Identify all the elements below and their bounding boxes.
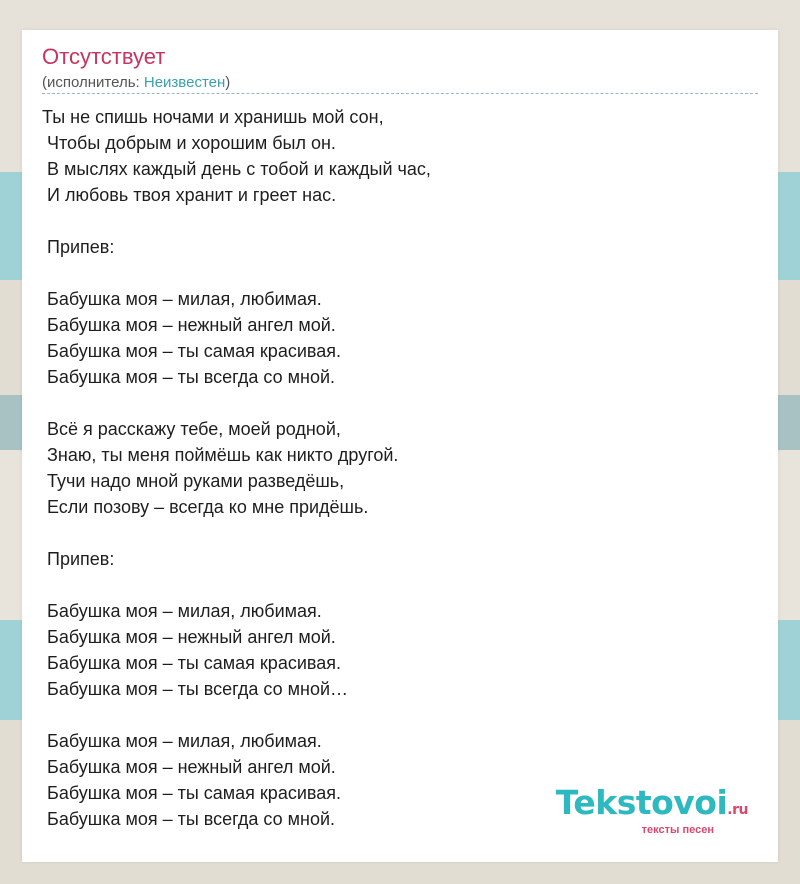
lyric-line <box>42 390 431 416</box>
lyric-line <box>42 702 431 728</box>
song-title: Отсутствует <box>42 44 166 69</box>
lyric-line <box>42 208 431 234</box>
lyric-line: Всё я расскажу тебе, моей родной, <box>42 419 341 439</box>
lyric-line: Тучи надо мной руками разведёшь, <box>42 471 345 491</box>
title-divider <box>42 93 758 94</box>
lyric-line: Бабушка моя – ты самая красивая. <box>42 783 342 803</box>
lyric-line: Припев: <box>42 237 115 257</box>
lyric-line <box>42 260 431 286</box>
lyric-line: Бабушка моя – ты всегда со мной. <box>42 367 336 387</box>
logo-tagline: тексты песен <box>641 824 714 836</box>
artist-line <box>42 74 230 91</box>
artist-prefix: (исполнитель: <box>42 74 144 91</box>
artist-suffix: ) <box>225 74 231 91</box>
lyric-line: Бабушка моя – милая, любимая. <box>42 731 322 751</box>
lyric-line <box>42 520 431 546</box>
lyric-line: Ты не спишь ночами и хранишь мой сон, <box>42 107 384 127</box>
lyric-line: Чтобы добрым и хорошим был он. <box>42 133 336 153</box>
lyric-line: Если позову – всегда ко мне придёшь. <box>42 497 369 517</box>
lyric-line: Бабушка моя – нежный ангел мой. <box>42 627 336 647</box>
lyric-line <box>42 572 431 598</box>
artist-link[interactable]: Неизвестен <box>143 74 226 91</box>
lyric-line: В мыслях каждый день с тобой и каждый час, <box>42 159 431 179</box>
lyric-line: Знаю, ты меня поймёшь как никто другой. <box>42 445 399 465</box>
lyric-line: Бабушка моя – милая, любимая. <box>42 289 322 309</box>
lyrics-body <box>42 104 431 832</box>
lyric-line: Припев: <box>42 549 115 569</box>
logo-suffix: .ru <box>727 802 748 818</box>
lyric-line: Бабушка моя – ты самая красивая. <box>42 653 342 673</box>
lyric-line: И любовь твоя хранит и греет нас. <box>42 185 337 205</box>
lyric-line: Бабушка моя – ты всегда со мной. <box>42 809 336 829</box>
site-logo[interactable] <box>555 783 748 836</box>
logo-name: Tekstovoi <box>555 783 728 822</box>
lyric-line: Бабушка моя – нежный ангел мой. <box>42 757 336 777</box>
lyric-line: Бабушка моя – ты самая красивая. <box>42 341 342 361</box>
lyrics-sheet <box>22 30 778 862</box>
lyric-line: Бабушка моя – милая, любимая. <box>42 601 322 621</box>
lyric-line: Бабушка моя – ты всегда со мной… <box>42 679 349 699</box>
lyric-line: Бабушка моя – нежный ангел мой. <box>42 315 336 335</box>
